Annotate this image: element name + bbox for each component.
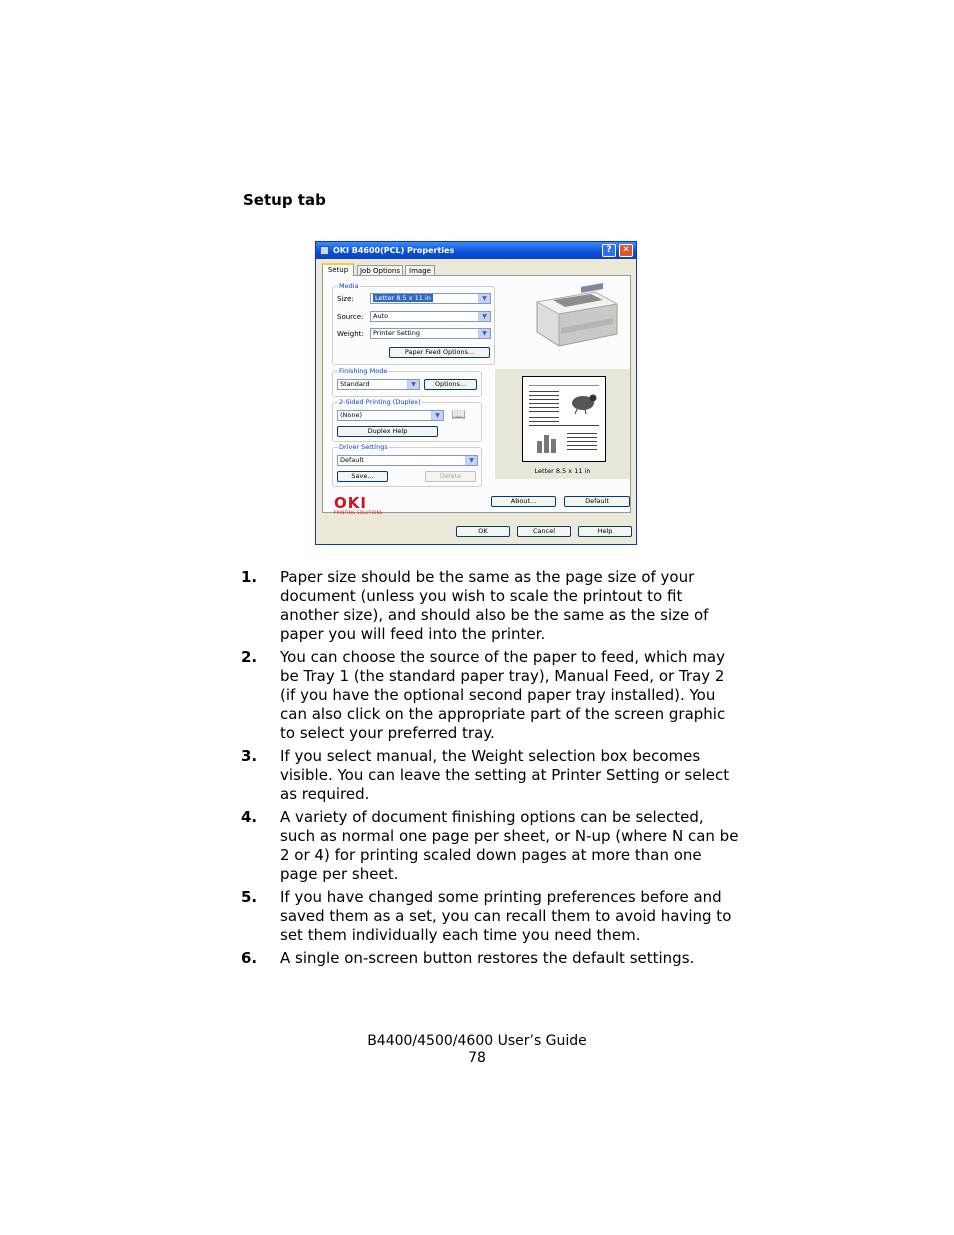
help-button[interactable]: Help (578, 526, 632, 537)
list-item (241, 568, 741, 644)
weight-label: Weight: (337, 330, 364, 338)
page-preview (495, 369, 630, 479)
driver-settings-group-label: Driver Settings (339, 443, 388, 451)
titlebar-help-button[interactable]: ? (602, 244, 616, 257)
page-number: 78 (468, 1050, 486, 1066)
chevron-down-icon: ▼ (431, 411, 443, 420)
duplex-value: (None) (340, 411, 363, 419)
chevron-down-icon: ▼ (478, 329, 490, 338)
chevron-down-icon: ▼ (478, 294, 490, 303)
chevron-down-icon: ▼ (478, 312, 490, 321)
size-select[interactable] (370, 293, 491, 304)
item-text: Paper size should be the same as the page size of your document (unless you wish to scale the printout to fit another size), and should also be the same as the size of paper you will feed into the printer. (280, 568, 709, 643)
item-text: A variety of document finishing options can be selected, such as normal one page per sheet, or N-up (where N can be 2 or 4) for printing scaled down pages at more than one page per sheet. (280, 808, 739, 883)
printer-image (495, 280, 630, 362)
finishing-group (332, 367, 482, 397)
list-item (241, 888, 741, 945)
item-number: 3. (241, 747, 258, 765)
item-text: If you have changed some printing preferences before and saved them as a set, you can recall them to avoid having to set them individually each time you need them. (280, 888, 732, 944)
close-icon[interactable]: ✕ (619, 244, 633, 257)
printer-graphic[interactable] (495, 280, 630, 362)
page-footer (0, 1033, 954, 1067)
media-group (332, 282, 495, 365)
duplex-group-label: 2-Sided Printing (Duplex) (339, 398, 421, 406)
finishing-select[interactable] (337, 379, 420, 390)
paper-feed-options-button[interactable]: Paper Feed Options... (389, 347, 490, 358)
item-text: You can choose the source of the paper to feed, which may be Tray 1 (the standard paper tray), Manual Feed, or Tray 2 (if you have the optional second paper tray installed). You can also click on the appropriate part of the screen graphic to select your preferred tray. (280, 648, 726, 742)
driver-settings-group (332, 443, 482, 487)
finishing-options-button[interactable]: Options... (424, 379, 477, 390)
item-number: 2. (241, 648, 258, 666)
source-label: Source: (337, 313, 364, 321)
save-button[interactable]: Save... (337, 471, 388, 482)
finishing-value: Standard (340, 380, 370, 388)
list-item (241, 747, 741, 804)
item-number: 6. (241, 949, 258, 967)
item-number: 5. (241, 888, 258, 906)
dialog-titlebar[interactable] (316, 242, 636, 259)
duplex-group (332, 398, 482, 442)
item-number: 4. (241, 808, 258, 826)
setup-panel (322, 275, 631, 513)
delete-button[interactable]: Delete (425, 471, 476, 482)
guide-title: B4400/4500/4600 User’s Guide (367, 1033, 587, 1049)
book-icon: 📖 (451, 407, 466, 421)
preview-label: Letter 8.5 x 11 in (534, 467, 591, 475)
ok-button[interactable]: OK (456, 526, 510, 537)
tab-job-options[interactable]: Job Options (357, 265, 403, 275)
duplex-select[interactable] (337, 410, 444, 421)
item-text: A single on-screen button restores the default settings. (280, 949, 695, 967)
bird-icon (565, 389, 599, 415)
printer-properties-dialog (315, 241, 637, 545)
driver-settings-value: Default (340, 456, 364, 464)
chevron-down-icon: ▼ (407, 380, 419, 389)
driver-settings-select[interactable] (337, 455, 478, 466)
cancel-button[interactable]: Cancel (517, 526, 571, 537)
preview-page (522, 376, 606, 462)
duplex-help-button[interactable]: Duplex Help (337, 426, 438, 437)
list-item (241, 949, 741, 968)
oki-logo: OKI PRINTING SOLUTIONS (334, 494, 383, 515)
chevron-down-icon: ▼ (465, 456, 477, 465)
size-value: Letter 8.5 x 11 in (375, 294, 431, 302)
finishing-group-label: Finishing Mode (339, 367, 388, 375)
tab-image[interactable]: Image (405, 265, 435, 275)
weight-select[interactable] (370, 328, 491, 339)
dialog-title: OKI B4600(PCL) Properties (333, 246, 455, 255)
section-heading: Setup tab (243, 191, 326, 209)
source-value: Auto (373, 312, 389, 320)
about-button[interactable]: About... (491, 496, 556, 507)
weight-value: Printer Setting (373, 329, 420, 337)
media-group-label: Media (339, 282, 359, 290)
item-number: 1. (241, 568, 258, 586)
tab-setup[interactable]: Setup (322, 263, 354, 276)
size-label: Size: (337, 295, 354, 303)
list-item (241, 648, 741, 743)
printer-icon (320, 246, 329, 255)
instructions-list (241, 568, 741, 972)
item-text: If you select manual, the Weight selection box becomes visible. You can leave the setting at Printer Setting or select as required. (280, 747, 730, 803)
source-select[interactable] (370, 311, 491, 322)
default-button[interactable]: Default (564, 496, 630, 507)
list-item (241, 808, 741, 884)
